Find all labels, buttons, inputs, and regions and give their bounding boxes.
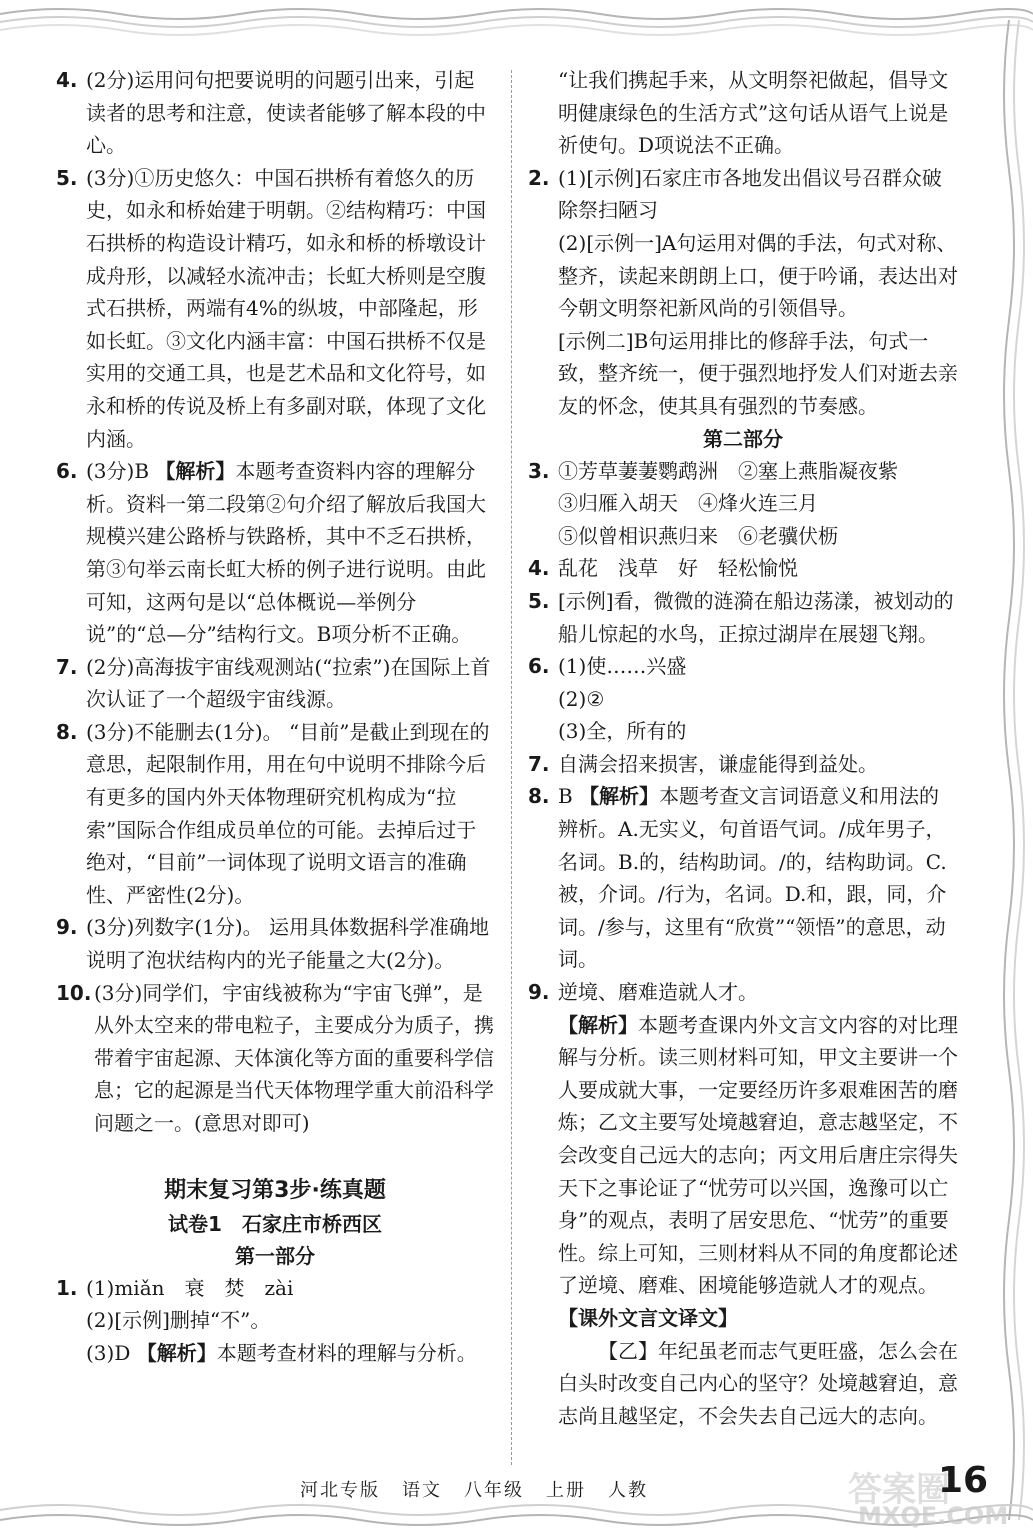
answer-text: 本题考查资料内容的理解分析。资料一第二段第②句介绍了解放后我国大规模兴建公路桥与铁路桥，其中不乏石拱桥，第③句举云南长虹大桥的例子进行说明。由此可知，这两句是以“总体概说—举例分说”的“总—分”结构行文。B项分析不正确。 (86, 459, 486, 647)
answer-item-8b (528, 780, 958, 976)
answer-item-3 (528, 455, 958, 553)
watermark-logo (838, 1462, 1028, 1532)
answer-text: (3分)列数字(1分)。 运用具体数据科学准确地说明了泡状结构内的光子能量之大(2分)。 (86, 915, 490, 973)
answer-line: [示例二]B句运用排比的修辞手法，句式一致，整齐统一，便于强烈地抒发人们对逝去亲友的怀念，使其具有强烈的节奏感。 (558, 328, 958, 418)
decorative-border-top (0, 0, 1033, 40)
item-number: 4. (56, 68, 78, 92)
answer-line: ③归雁入胡天 ④烽火连三月 (558, 491, 818, 516)
item-number: 8. (56, 719, 78, 744)
answer-line: (2)[示例一]A句运用对偶的手法，句式对称、整齐，读起来朗朗上口，便于吟诵，表达出对今朝文明祭祀新风尚的引领倡导。 (558, 230, 958, 321)
answer-text: (3分)①历史悠久：中国石拱桥有着悠久的历史，如永和桥始建于明朝。②结构精巧：中国石拱桥的构造设计精巧，如永和桥的桥墩设计成舟形，以减轻水流冲击；长虹大桥则是空腹式石拱桥，两端有4%的纵坡，中部隆起，形如长虹。③文化内涵丰富：中国石拱桥不仅是实用的交通工具，也是艺术品和文化符号，如永和桥的传说及桥上有多副对联，体现了文化内涵。 (86, 165, 486, 451)
watermark-cn: 答案圈 (848, 1470, 950, 1510)
answer-item-9b (528, 976, 958, 1302)
analysis-tag: 【解析】 (579, 784, 660, 809)
answer-item-4b (528, 552, 958, 585)
answer-item-7 (56, 651, 494, 716)
item-number: 9. (528, 980, 550, 1005)
item-number: 7. (528, 751, 550, 776)
answer-text: [示例]看，微微的涟漪在船边荡漾，被划动的船儿惊起的水鸟，正掠过湖岸在展翅飞翔。 (558, 588, 954, 646)
answer-item-5b (528, 585, 958, 650)
answer-text: 本题考查材料的理解与分析。 (216, 1340, 477, 1365)
footer-volume: 上册 (546, 1480, 586, 1501)
analysis-tag: 【解析】 (558, 1012, 638, 1037)
answer-item-9 (56, 911, 494, 976)
item-number: 4. (528, 556, 550, 581)
answer-line: (2)② (558, 686, 605, 711)
analysis-text: 本题考查课内外文言文内容的对比理解与分析。读三则材料可知，甲文主要讲一个人要成就大事，一定要经历许多艰难困苦的磨炼；乙文主要写处境越窘迫，意志越坚定，不会改变自己远大的志向；丙文用后唐庄宗得失天下之事论证了“忧劳可以兴国，逸豫可以亡身”的观点，表明了居安思危、“忧劳”的重要性。综上可知，三则材料从不同的角度都论述了逆境、磨难、困境能够造就人才的观点。 (558, 1012, 958, 1298)
answer-item-4 (56, 64, 494, 162)
item-number: 6. (56, 459, 78, 484)
item-number: 2. (528, 165, 550, 190)
item-number: 3. (528, 458, 550, 483)
left-column (56, 64, 494, 1369)
answer-text: 乱花 浅草 好 轻松愉悦 (558, 556, 798, 581)
answer-item-2 (528, 162, 958, 423)
footer-grade: 八年级 (464, 1480, 524, 1501)
answer-item-6b (528, 650, 958, 748)
answer-line (86, 1337, 494, 1370)
item-number: 1. (56, 1275, 78, 1300)
analysis-tag: 【解析】 (136, 1340, 217, 1365)
answer-text: 本题考查文言词语意义和用法的辨析。A.无实义，句首语气词。/成年男子，名词。B.的，结构助词。/的，结构助词。C.被，介词。/行为，名词。D.和，跟，同，介词。/参与，这里有“欣赏”“领悟”的意思，动词。 (558, 784, 947, 972)
analysis-tag: 【解析】 (155, 459, 236, 484)
answer-item-1 (56, 1272, 494, 1370)
item-number: 9. (56, 915, 78, 940)
answer-text: (2分)高海拔宇宙线观测站(“拉索”)在国际上首次认证了一个超级宇宙线源。 (86, 654, 491, 712)
watermark-en: MXQE.COM (858, 1502, 1009, 1530)
answer-text: 自满会招来损害，谦虚能得到益处。 (558, 751, 878, 776)
answer-item-8 (56, 716, 494, 912)
answer-line: (2)[示例]删掉“不”。 (86, 1308, 271, 1333)
analysis-block (558, 1009, 958, 1302)
translation-block (528, 1302, 958, 1432)
answer-line: 逆境、磨难造就人才。 (558, 980, 758, 1005)
answer-choice: (3)D (86, 1340, 137, 1365)
answer-choice: (3分)B (86, 459, 156, 484)
footer-publisher: 人教 (608, 1480, 648, 1501)
footer-subject: 语文 (402, 1480, 442, 1501)
answer-line: (1)[示例]石家庄市各地发出倡议号召群众破除祭扫陋习 (558, 165, 942, 223)
item-number: 5. (56, 165, 78, 190)
answer-text: (2分)运用问句把要说明的问题引出来，引起读者的思考和注意，使读者能够了解本段的中心。 (86, 68, 486, 158)
translation-title: 【课外文言文译文】 (558, 1305, 738, 1330)
decorative-border-right (993, 20, 1033, 1520)
item-number: 8. (528, 784, 550, 809)
answer-line: (3)全，所有的 (558, 719, 687, 744)
item-number: 5. (528, 588, 550, 613)
page-number: 16 (938, 1460, 989, 1501)
footer-edition: 河北专版 (300, 1480, 380, 1501)
paper-title: 试卷1 石家庄市桥西区 (168, 1211, 382, 1236)
answer-text: (3分)不能删去(1分)。 “目前”是截止到现在的意思，起限制作用，用在句中说明不排除今后有更多的国内外天体物理研究机构成为“拉索”国际合作组成员单位的可能。去掉后过于绝对，“目前”一词体现了说明文语言的准确性、严密性(2分)。 (86, 719, 490, 907)
section-title: 期末复习第3步·练真题 (164, 1177, 386, 1203)
item-number: 6. (528, 654, 550, 679)
right-column (528, 64, 958, 1432)
column-divider (511, 70, 512, 1465)
part-two-heading: 第二部分 (703, 426, 783, 451)
answer-text: (3分)同学们，宇宙线被称为“宇宙飞弹”，是从外太空来的带电粒子，主要成分为质子，携带着宇宙起源、天体演化等方面的重要科学信息；它的起源是当代天体物理学重大前沿科学问题之一。(意思对即可) (94, 980, 494, 1135)
answer-item-10 (56, 977, 494, 1140)
translation-text: 【乙】年纪虽老而志气更旺盛，怎么会在白头时改变自己内心的坚守？处境越窘迫，意志尚且越坚定，不会失去自己远大的志向。 (558, 1338, 958, 1428)
answer-line: ①芳草萋萋鹦鹉洲 ②塞上燕脂凝夜紫 (558, 458, 898, 483)
answer-item-5 (56, 162, 494, 455)
answer-line: (1)使……兴盛 (558, 654, 687, 679)
footer-info (300, 1476, 670, 1502)
answer-line: ⑤似曾相识燕归来 ⑥老骥伏枥 (558, 523, 838, 548)
answer-item-6 (56, 455, 494, 651)
item-number: 7. (56, 654, 78, 679)
answer-item-7b (528, 748, 958, 781)
item-number: 10. (56, 980, 92, 1005)
continued-text: “让我们携起手来，从文明祭祀做起，倡导文明健康绿色的生活方式”这句话从语气上说是祈使句。D项说法不正确。 (558, 68, 949, 158)
part-one-heading: 第一部分 (235, 1243, 315, 1268)
answer-line: (1)miǎn 衰 焚 zài (86, 1275, 294, 1300)
answer-choice: B (558, 784, 580, 809)
